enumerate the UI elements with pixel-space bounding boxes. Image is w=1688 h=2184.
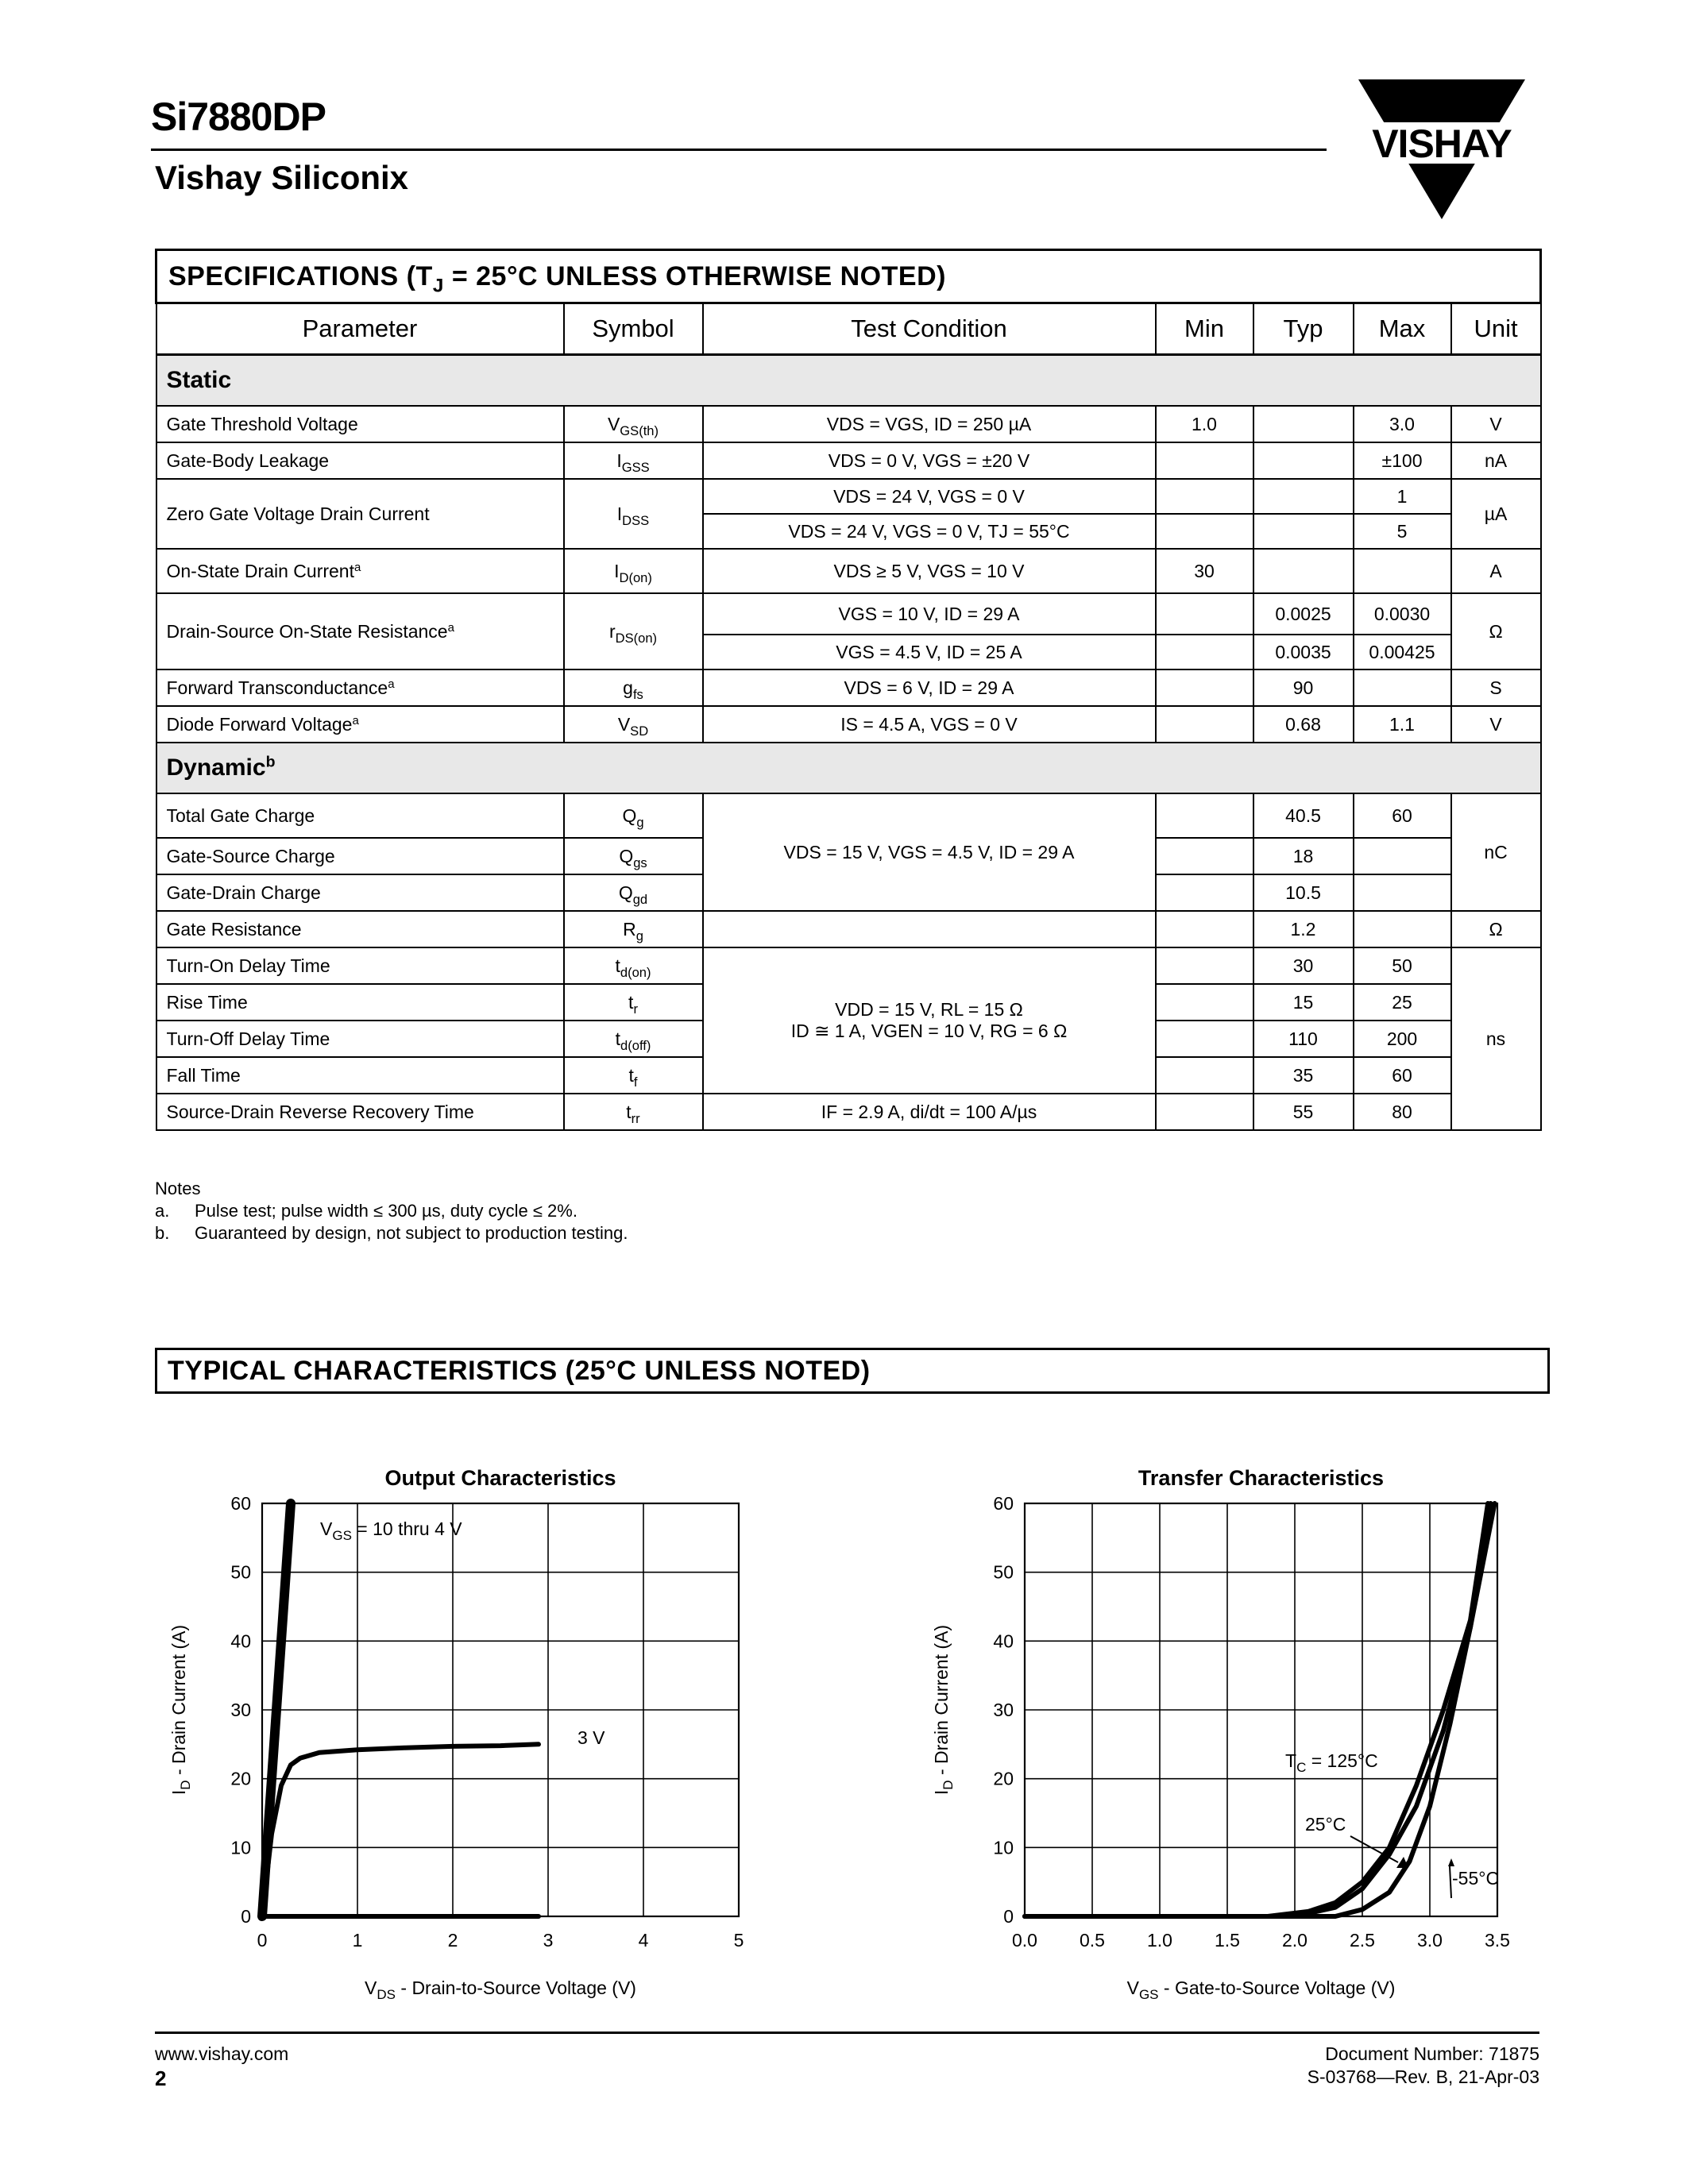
table-row: VDS = 24 V, VGS = 0 V, TJ = 55°C 5 [156,514,1541,549]
symbol: $g_{fs}$ [564,669,703,706]
note-item: b. Guaranteed by design, not subject to production testing. [155,1223,628,1243]
symbol: $I_{DSS}$ [564,479,703,549]
section-dynamic: Dynamic$^b$ [156,743,1541,793]
x-tick-label: 1 [352,1930,363,1951]
y-tick-label: 50 [230,1561,251,1583]
col-header-parameter: Parameter [156,303,564,355]
part-number: Si7880DP [151,95,326,139]
symbol: $I_{GSS}$ [564,442,703,479]
table-row: On-State Drain Current$^a$ $I_{D(on)}$ VDS ≥ 5 V, VGS = 10 V 30 A [156,549,1541,593]
specifications-table [155,249,1542,1131]
table-row: Gate Resistance $R_g$ 1.2 Ω [156,911,1541,947]
y-tick-label: 60 [993,1493,1014,1514]
y-axis-label: $I_D$ - Drain Current (A) [931,1624,956,1796]
table-row: Total Gate Charge $Q_g$ VDS = 15 V, VGS = 4.5 V, ID = 29 A 40.5 60 nC [156,793,1541,838]
spec-table-title: SPECIFICATIONS ($T_J = 25^\circ C$ UNLESS OTHERWISE NOTED) [156,250,1541,303]
x-tick-label: 2.0 [1282,1930,1308,1951]
x-tick-label: 1.0 [1147,1930,1172,1951]
note-item: a. Pulse test; pulse width ≤ 300 µs, duty cycle ≤ 2%. [155,1201,577,1221]
table-row: Fall Time $t_f$ 35 60 [156,1057,1541,1094]
symbol: $Q_g$ [564,793,703,838]
logo-text: VISHAY [1372,122,1512,166]
col-header-min: Min [1156,303,1253,355]
table-row: Turn-Off Delay Time $t_{d(off)}$ 110 200 [156,1021,1541,1057]
x-tick-label: 0.0 [1012,1930,1037,1951]
x-tick-label: 2.5 [1350,1930,1375,1951]
table-row: VGS = 4.5 V, ID = 25 A 0.0035 0.00425 [156,635,1541,669]
notes [155,1178,628,1244]
y-tick-label: 0 [241,1906,251,1927]
table-row: Source-Drain Reverse Recovery Time $t_{rr}$ IF = 2.9 A, di/dt = 100 A/µs 55 80 [156,1094,1541,1130]
chart-annotation: 25°C [1305,1814,1346,1835]
company-name: Vishay Siliconix [155,159,409,196]
y-tick-label: 40 [230,1630,251,1652]
col-header-test-condition: Test Condition [703,303,1156,355]
specifications-table-wrapper [155,249,1539,1131]
table-row: Gate-Source Charge $Q_{gs}$ 18 [156,838,1541,874]
y-tick-label: 60 [230,1493,251,1514]
chart-annotation: $V_{GS} = 10$ thru 4 V [320,1518,462,1543]
vishay-logo [1350,78,1533,221]
x-tick-label: 2 [447,1930,458,1951]
chart-title: Output Characteristics [384,1466,616,1490]
x-tick-label: 3.5 [1485,1930,1510,1951]
y-tick-label: 10 [993,1837,1014,1858]
output-characteristics-chart [155,1453,774,2009]
y-tick-label: 30 [993,1700,1014,1720]
page-number: 2 [155,2066,167,2090]
document-number: Document Number: 71875 [1325,2043,1539,2064]
footer-rule [155,2032,1539,2034]
x-tick-label: 3.0 [1417,1930,1443,1951]
x-axis-label: $V_{GS}$ - Gate-to-Source Voltage (V) [1126,1978,1396,2002]
symbol: $R_g$ [564,911,703,947]
symbol: $t_{d(on)}$ [564,947,703,984]
notes-heading: Notes [155,1179,201,1198]
symbol: $t_f$ [564,1057,703,1094]
symbol: $t_{rr}$ [564,1094,703,1130]
section-static: Static [156,355,1541,407]
y-tick-label: 0 [1003,1906,1014,1927]
y-tick-label: 10 [230,1837,251,1858]
transfer-characteristics-chart [917,1453,1537,2009]
table-row: Turn-On Delay Time $t_{d(on)}$ VDD = 15 V, RL = 15 Ω ID ≅ 1 A, VGEN = 10 V, RG = 6 Ω 30 50 ns [156,947,1541,984]
col-header-max: Max [1354,303,1451,355]
y-tick-label: 20 [230,1768,251,1789]
chart-title: Transfer Characteristics [1138,1466,1385,1490]
col-header-typ: Typ [1253,303,1354,355]
y-axis-label: $I_D$ - Drain Current (A) [168,1624,193,1796]
table-row: Zero Gate Voltage Drain Current $I_{DSS}$ VDS = 24 V, VGS = 0 V 1 µA [156,479,1541,514]
x-tick-label: 4 [638,1930,649,1951]
col-header-unit: Unit [1451,303,1541,355]
symbol: $r_{DS(on)}$ [564,593,703,669]
chart-annotation: $T_C = 125^\circ C$ [1285,1750,1378,1775]
symbol: $t_{d(off)}$ [564,1021,703,1057]
annotation-leader [1450,1866,1451,1898]
symbol: $Q_{gs}$ [564,838,703,874]
table-row: Gate Threshold Voltage $V_{GS(th)}$ VDS = VGS, ID = 250 µA 1.0 3.0 V [156,406,1541,442]
header-rule [151,149,1327,151]
table-row: Gate-Body Leakage $I_{GSS}$ VDS = 0 V, VGS = ±20 V ±100 nA [156,442,1541,479]
x-tick-label: 0.5 [1080,1930,1105,1951]
x-axis-label: $V_{DS}$ - Drain-to-Source Voltage (V) [365,1978,636,2002]
table-row: Drain-Source On-State Resistance$^a$ $r_{DS(on)}$ VGS = 10 V, ID = 29 A 0.0025 0.0030 Ω [156,593,1541,635]
x-tick-label: 1.5 [1215,1930,1240,1951]
symbol: $V_{GS(th)}$ [564,406,703,442]
symbol: $t_r$ [564,984,703,1021]
symbol: $I_{D(on)}$ [564,549,703,593]
symbol: $V_{SD}$ [564,706,703,743]
y-tick-label: 50 [993,1561,1014,1583]
annotation-arrowhead [1448,1858,1454,1866]
table-row: Rise Time $t_r$ 15 25 [156,984,1541,1021]
table-row: Forward Transconductance$^a$ $g_{fs}$ VDS = 6 V, ID = 29 A 90 S [156,669,1541,706]
series-line [262,1744,539,1916]
x-tick-label: 0 [257,1930,268,1951]
x-tick-label: 5 [733,1930,744,1951]
table-row: Diode Forward Voltage$^a$ $V_{SD}$ IS = 4.5 A, VGS = 0 V 0.68 1.1 V [156,706,1541,743]
x-tick-label: 3 [543,1930,554,1951]
chart-annotation: 3 V [577,1727,605,1748]
revision: S-03768—Rev. B, 21-Apr-03 [1307,2066,1539,2087]
y-tick-label: 40 [993,1630,1014,1652]
footer-url[interactable]: www.vishay.com [155,2043,289,2064]
col-header-symbol: Symbol [564,303,703,355]
y-tick-label: 20 [993,1768,1014,1789]
symbol: $Q_{gd}$ [564,874,703,911]
typical-characteristics-title: TYPICAL CHARACTERISTICS (25°C UNLESS NOTED) [155,1348,1550,1394]
y-tick-label: 30 [230,1700,251,1720]
chart-annotation: -55°C [1452,1868,1500,1889]
table-row: Gate-Drain Charge $Q_{gd}$ 10.5 [156,874,1541,911]
